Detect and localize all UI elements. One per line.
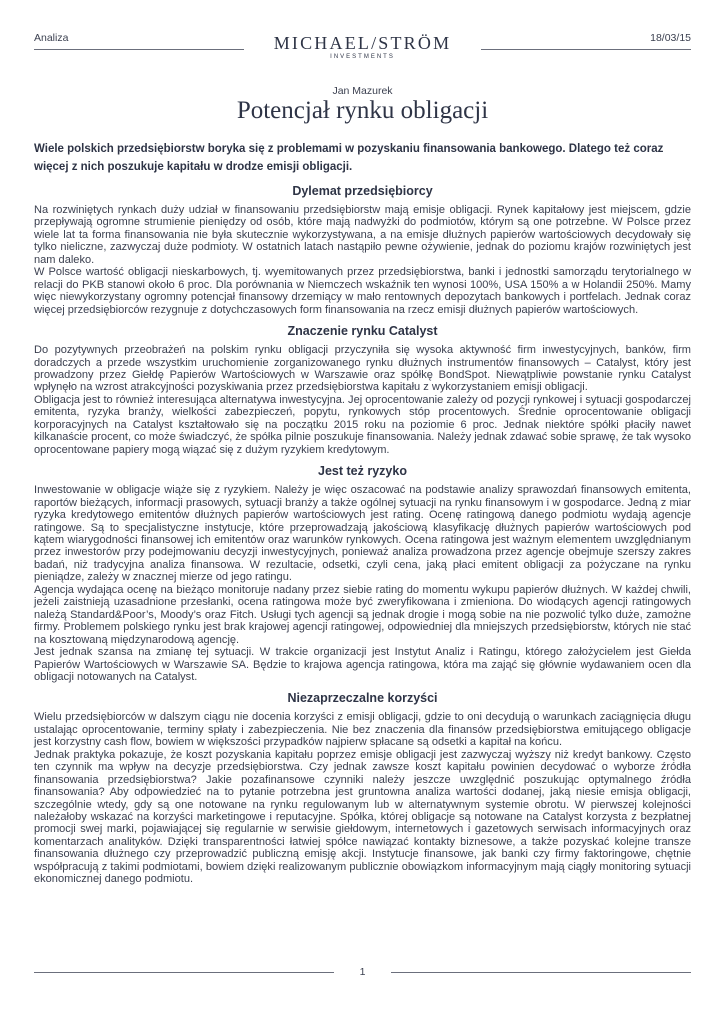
paragraph: Wielu przedsiębiorców w dalszym ciągu nie docenia korzyści z emisji obligacji, gdzie to oni decydują o warunkach zaciągnięcia długu ustalając oprocentowanie, terminy spłaty i zabezpieczenia. Nie bez znaczenia dla finansów przedsiębiorstwa emitującego obligacje jest korzystny cash flow, bowiem w większości przypadków najpierw spłacane są odsetki a kapitał na końcu.	[34, 711, 691, 749]
author-name: Jan Mazurek	[332, 85, 393, 97]
paragraph: Agencja wydająca ocenę na bieżąco monitoruje nadany przez siebie rating do momentu wykupu papierów dłużnych. W każdej chwili, jeżeli zaistnieją uzasadnione przesłanki, ocena ratingowa może być zweryfikowana i zmieniona. Do wiodących agencji ratingowych należą Standard&Poor’s, Moody’s oraz Fitch. Usługi tych agencji są jednak drogie i mogą sobie na nie pozwolić tylko duże, zamożne firmy. Problemem polskiego rynku jest brak krajowej agencji ratingowej, odpowiedniej dla mniejszych przedsiębiorstw, których nie stać na kosztowaną międzynarodową agencję.	[34, 583, 691, 646]
logo-subtitle: INVESTMENTS	[330, 54, 395, 60]
article-title: Potencjał rynku obligacji	[236, 97, 489, 124]
section-heading-dylemat: Dylemat przedsiębiorcy	[292, 184, 433, 198]
paragraph: Inwestowanie w obligacje wiąże się z ryzykiem. Należy je więc oszacować na podstawie analizy sprawozdań finansowych emitenta, raportów bieżących, informacji prasowych, sytuacji branży a także ogólnej sytuacji na rynku finansowym i w gospodarce. Jedną z miar ryzyka kredytowego emitentów dłużnych papierów wartościowych jest rating. Ocenę ratingową danego podmiotu wydają agencje ratingowe. Są to specjalistyczne instytucje, które przeprowadzają jakościową klasyfikację dłużnych papierów wartościowych pod kątem wiarygodności finansowej ich emitentów oraz warunków rynkowych. Ocena ratingowa jest ważnym elementem uwzględnianym przez inwestorów przy podejmowaniu decyzji inwestycyjnych, ponieważ analiza prowadzona przez agencje obejmuje szerszy zakres badań, niż tradycyjna analiza finansowa. W rezultacie, odsetki, czyli cena, jaką płaci emitent obligacji za pożyczane na rynku pieniądze, zależy w znacznej mierze od jego ratingu.	[34, 484, 691, 584]
section-heading-ryzyko: Jest też ryzyko	[318, 464, 407, 479]
header-divider-left	[34, 49, 244, 50]
page-number: 1	[359, 966, 366, 978]
section-heading-catalyst: Znaczenie rynku Catalyst	[287, 324, 438, 339]
paragraph: Jednak praktyka pokazuje, że koszt pozyskania kapitału poprzez emisje obligacji jest zazwyczaj wyższy niż kredyt bankowy. Często ten czynnik ma wpływ na decyzje przedsiębiorstwa. Czy jednak zawsze koszt kapitału powinien decydować o wyborze źródła finansowania przedsiębiorstwa? Jakie pozafinansowe czynniki należy jeszcze uwzględnić poszukując optymalnego źródła finansowania? Aby odpowiedzieć na to pytanie potrzebna jest gruntowna analiza wartości dodanej, jaką niesie emisja obligacji, szczególnie wtedy, gdy są one notowane na rynku regulowanym lub w alternatywnym systemie obrotu. W pierwszej kolejności należałoby wskazać na korzyści marketingowe i reputacyjne. Spółka, której obligacje są notowane na Catalyst korzysta z bezpłatnej promocji swej marki, pojawiającej się regularnie w serwisie giełdowym, internetowych i gazetowych serwisach informacyjnych oraz komentarzach analityków. Dzięki transparentności łatwiej spółce nawiązać kontakty biznesowe, a także pozyskać kolejne transze finansowania dłużnego czy przeprowadzić publiczną emisję akcji. Instytucje finansowe, jak banki czy firmy faktoringowe, chętnie współpracują z takimi podmiotami, bowiem dzięki realizowanym publicznie obowiązkom informacyjnym mają ciągły monitoring sytuacji ekonomicznej danego podmiotu.	[34, 748, 691, 886]
article-lead: Wiele polskich przedsiębiorstw boryka się z problemami w pozyskaniu finansowania bankowego. Dlatego też coraz więcej z nich poszukuje kapitału w drodze emisji obligacji.	[34, 143, 664, 173]
article-body	[34, 140, 691, 886]
paragraph: W Polsce wartość obligacji nieskarbowych, tj. wyemitowanych przez przedsiębiorstwa, banki i jednostki samorządu terytorialnego w relacji do PKB stanowi około 6 proc. Dla porównania w Niemczech wskaźnik ten wynosi 100%, USA 150% a w Holandii 250%. Mamy więc niewykorzystany ogromny potencjał finansowy drzemiący w mało rentownych depozytach bankowych i portfelach. Jednak coraz więcej przedsiębiorców rezygnuje z dotychczasowych form finansowania na rzecz emisji dłużnych papierów wartościowych.	[34, 266, 691, 316]
footer-divider-right	[391, 972, 691, 973]
paragraph: Obligacja jest to również interesująca alternatywa inwestycyjna. Jej oprocentowanie zależy od pozycji rynkowej i sytuacji gospodarczej emitenta, ryzyka branży, wielkości zabezpieczeń, popytu, rynkowych stóp procentowych. Średnie oprocentowanie obligacji korporacyjnych na Catalyst kształtowało się na początku 2015 roku na poziomie 6 proc. Jednak niektóre spółki płaciły nawet kilkanaście procent, co może świadczyć, że spółka pilnie poszukuje finansowania. Należy jednak zdawać sobie sprawę, że tak wysoko oprocentowane papiery mogą wiązać się z dużym ryzykiem kredytowym.	[34, 393, 692, 456]
section-label: Analiza	[34, 32, 69, 44]
publication-date: 18/03/15	[650, 32, 691, 44]
paragraph: Do pozytywnych przeobrażeń na polskim rynku obligacji przyczyniła się wysoka aktywność firm inwestycyjnych, banków, firm doradczych a przede wszystkim uruchomienie zorganizowanego rynku dłużnych instrumentów finansowych – Catalyst, który jest prowadzony przez Giełdę Papierów Wartościowych w Warszawie oraz spółkę BondSpot. Niewątpliwie powstanie rynku Catalyst wpłynęło na wzrost atrakcyjności pozyskiwania przez przedsiębiorstwa kapitału z wykorzystaniem emisji obligacji.	[34, 344, 691, 394]
header-divider-right	[481, 49, 691, 50]
paragraph: Na rozwiniętych rynkach duży udział w finansowaniu przedsiębiorstw mają emisje obligacji. Rynek kapitałowy jest miejscem, gdzie przepływają ogromne strumienie pieniędzy od osób, które mają nadwyżki do podmiotów, którym są one potrzebne. W Polsce przez wiele lat ta forma finansowania nie była skutecznie wykorzystywana, a na emisje dłużnych papierów wartościowych decydowały się tylko nieliczne, zazwyczaj duże podmioty. W ostatnich latach nastąpiło pewne ożywienie, jednak do poziomu krajów rozwiniętych jest nam daleko.	[34, 204, 691, 266]
paragraph: Jest jednak szansa na zmianę tej sytuacji. W trakcie organizacji jest Instytut Analiz i Ratingu, którego założycielem jest Giełda Papierów Wartościowych w Warszawie SA. Będzie to krajowa agencja ratingowa, która ma zająć się głównie wydawaniem ocen dla obligacji notowanych na Catalyst.	[34, 646, 691, 683]
company-logo	[250, 33, 475, 60]
footer-divider-left	[34, 972, 334, 973]
logo-text: MICHAEL/STRÖM	[273, 33, 452, 53]
section-heading-korzysci: Niezaprzeczalne korzyści	[287, 691, 438, 706]
